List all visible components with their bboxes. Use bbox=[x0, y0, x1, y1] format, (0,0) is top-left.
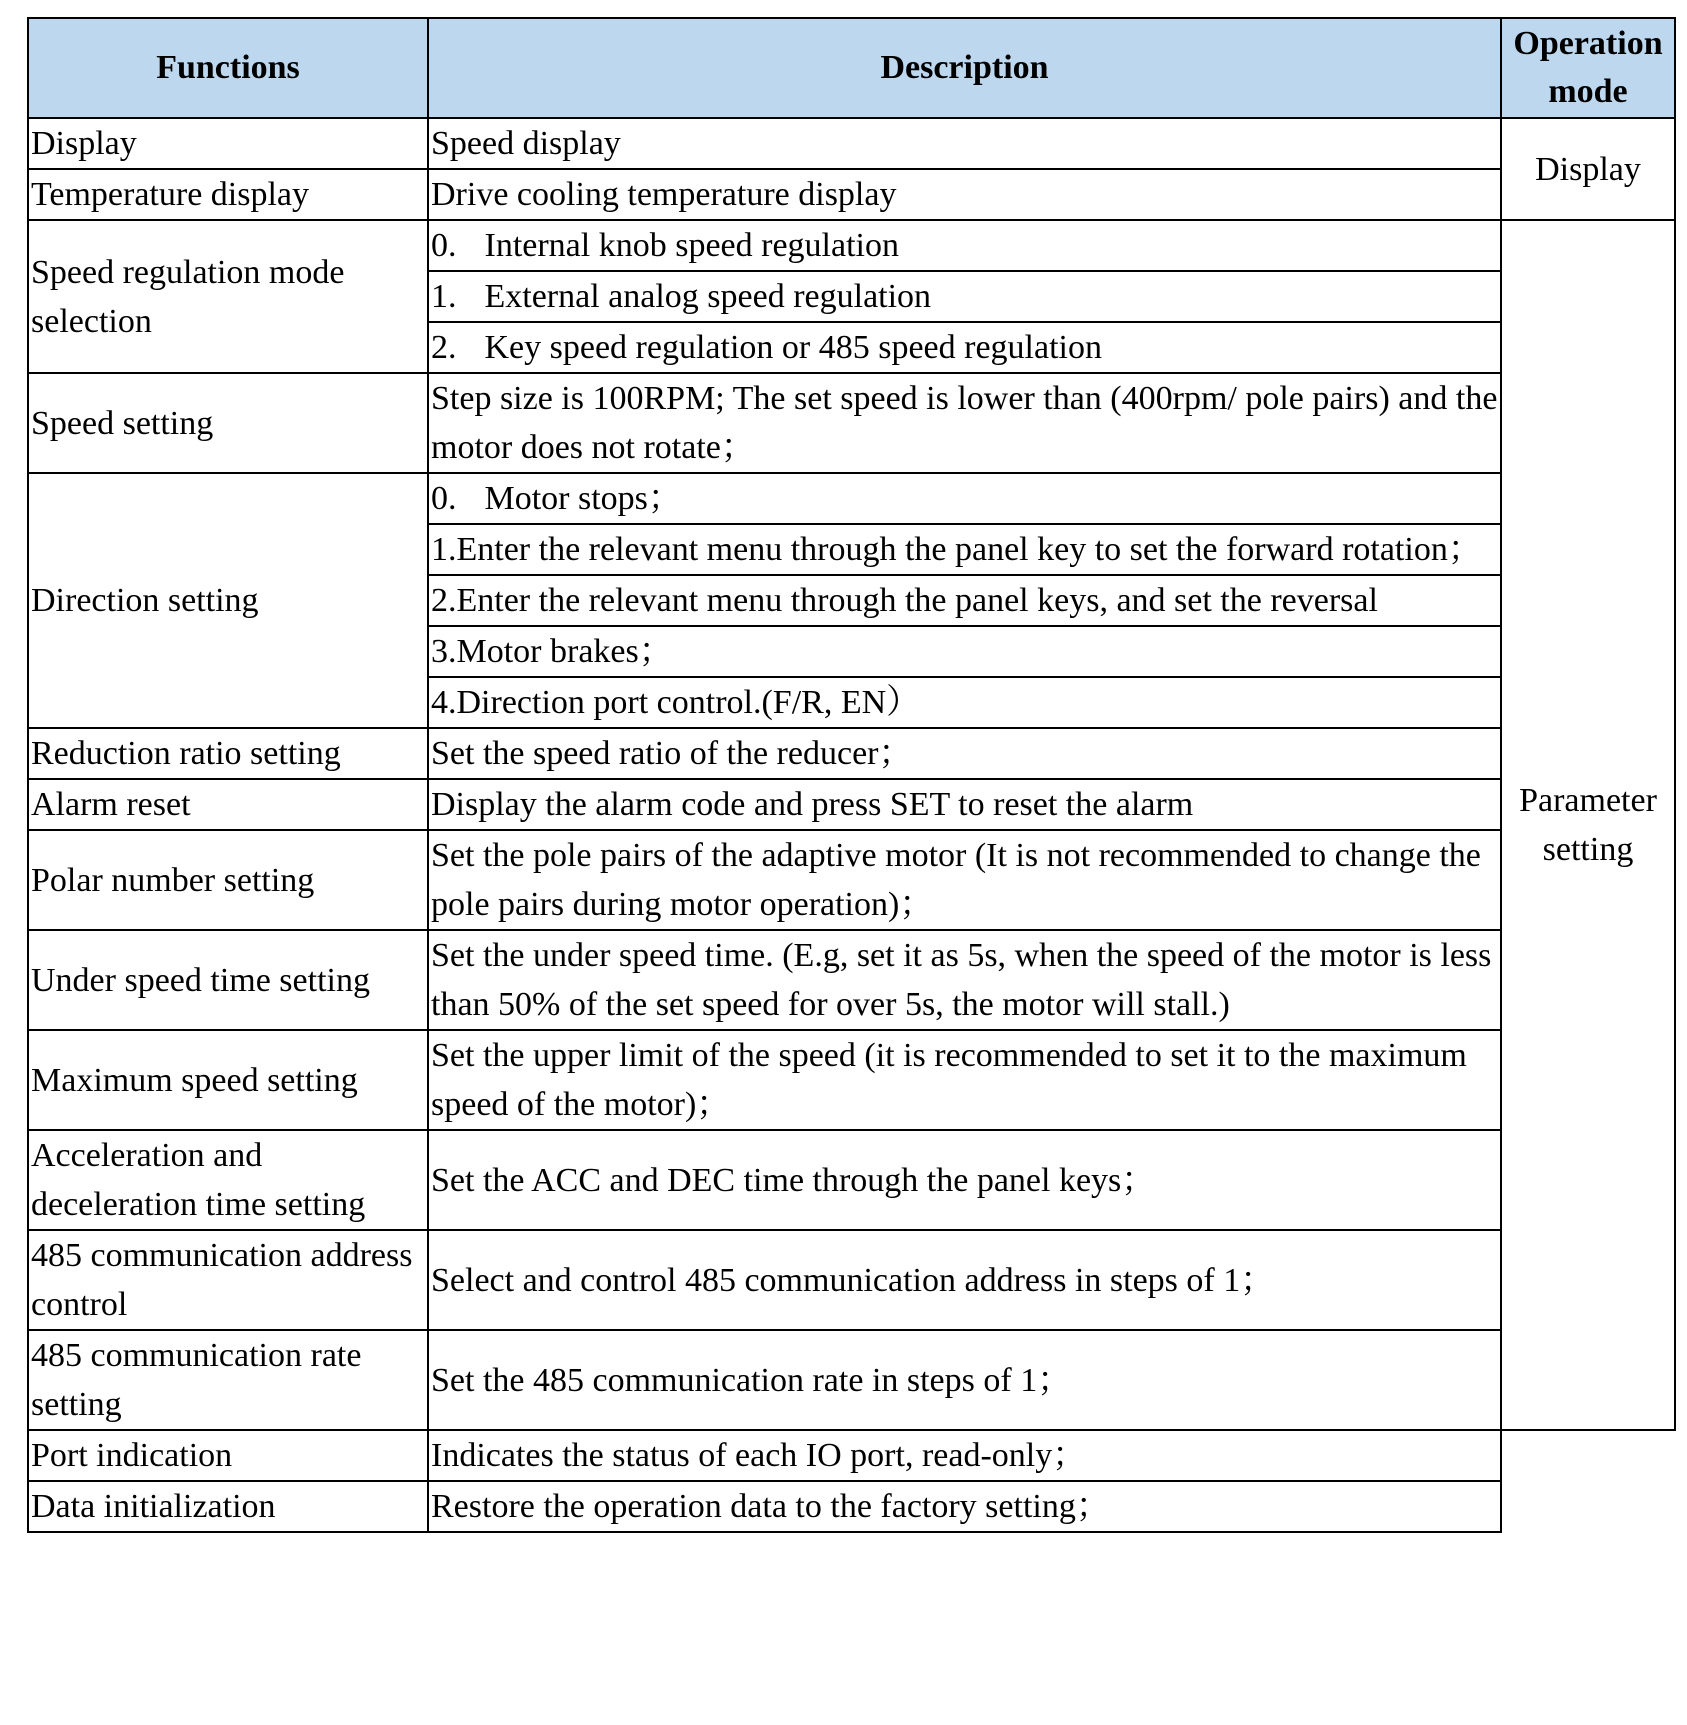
function-cell: 485 communication address control bbox=[28, 1230, 428, 1330]
function-cell: Display bbox=[28, 118, 428, 169]
description-cell bbox=[428, 473, 1501, 524]
description-cell: Set the pole pairs of the adaptive motor (It is not recommended to change the pole pairs during motor operation)； bbox=[428, 830, 1501, 930]
function-cell: Data initialization bbox=[28, 1481, 428, 1532]
description-cell: Speed display bbox=[428, 118, 1501, 169]
description-cell: Set the 485 communication rate in steps of 1； bbox=[428, 1330, 1501, 1430]
description-cell: Drive cooling temperature display bbox=[428, 169, 1501, 220]
function-cell: Alarm reset bbox=[28, 779, 428, 830]
description-cell: Set the under speed time. (E.g, set it as 5s, when the speed of the motor is less than 50% of the set speed for over 5s, the motor will stall.) bbox=[428, 930, 1501, 1030]
option-text: External analog speed regulation bbox=[484, 278, 932, 315]
table-row bbox=[28, 118, 1675, 169]
description-cell: Set the ACC and DEC time through the panel keys； bbox=[428, 1130, 1501, 1230]
table-row bbox=[28, 220, 1675, 271]
option-number: 1. bbox=[431, 278, 457, 315]
option-number: 2. bbox=[431, 329, 457, 366]
header-functions: Functions bbox=[28, 18, 428, 118]
function-cell: Acceleration and deceleration time setting bbox=[28, 1130, 428, 1230]
description-cell: Indicates the status of each IO port, read-only； bbox=[428, 1430, 1501, 1481]
table-row bbox=[28, 473, 1675, 524]
description-cell: 1.Enter the relevant menu through the panel key to set the forward rotation； bbox=[428, 524, 1501, 575]
description-cell: 2.Enter the relevant menu through the panel keys, and set the reversal bbox=[428, 575, 1501, 626]
option-text: Motor stops； bbox=[484, 480, 682, 517]
description-cell bbox=[428, 322, 1501, 373]
function-cell: Temperature display bbox=[28, 169, 428, 220]
function-cell: Port indication bbox=[28, 1430, 428, 1481]
function-cell: Reduction ratio setting bbox=[28, 728, 428, 779]
table-row bbox=[28, 930, 1675, 1030]
table-row bbox=[28, 779, 1675, 830]
option-number: 0. bbox=[431, 480, 457, 517]
function-cell: Direction setting bbox=[28, 473, 428, 728]
description-cell: Display the alarm code and press SET to reset the alarm bbox=[428, 779, 1501, 830]
table-row bbox=[28, 1030, 1675, 1130]
description-cell: Restore the operation data to the factory setting； bbox=[428, 1481, 1501, 1532]
table-row bbox=[28, 1430, 1675, 1481]
description-cell: 3.Motor brakes； bbox=[428, 626, 1501, 677]
table-row bbox=[28, 1130, 1675, 1230]
table-row bbox=[28, 169, 1675, 220]
functions-table-wrapper bbox=[27, 17, 1676, 1533]
mode-cell-parameter: Parameter setting bbox=[1501, 220, 1675, 1430]
function-cell: Maximum speed setting bbox=[28, 1030, 428, 1130]
option-number: 0. bbox=[431, 227, 457, 264]
function-cell: Speed regulation mode selection bbox=[28, 220, 428, 373]
header-description: Description bbox=[428, 18, 1501, 118]
option-text: Internal knob speed regulation bbox=[484, 227, 899, 264]
table-row bbox=[28, 830, 1675, 930]
table-row bbox=[28, 1330, 1675, 1430]
table-row bbox=[28, 1481, 1675, 1532]
header-row bbox=[28, 18, 1675, 118]
mode-cell-display: Display bbox=[1501, 118, 1675, 220]
table-row bbox=[28, 728, 1675, 779]
function-cell: 485 communication rate setting bbox=[28, 1330, 428, 1430]
function-cell: Polar number setting bbox=[28, 830, 428, 930]
description-cell: Step size is 100RPM; The set speed is lower than (400rpm/ pole pairs) and the motor does not rotate； bbox=[428, 373, 1501, 473]
table-row bbox=[28, 1230, 1675, 1330]
header-operation-mode: Operation mode bbox=[1501, 18, 1675, 118]
description-cell: Set the upper limit of the speed (it is recommended to set it to the maximum speed of the motor)； bbox=[428, 1030, 1501, 1130]
description-cell: Select and control 485 communication address in steps of 1； bbox=[428, 1230, 1501, 1330]
description-cell bbox=[428, 271, 1501, 322]
option-text: Key speed regulation or 485 speed regulation bbox=[484, 329, 1102, 366]
description-cell: Set the speed ratio of the reducer； bbox=[428, 728, 1501, 779]
description-cell: 4.Direction port control.(F/R, EN） bbox=[428, 677, 1501, 728]
table-row bbox=[28, 373, 1675, 473]
functions-table bbox=[27, 17, 1676, 1533]
function-cell: Under speed time setting bbox=[28, 930, 428, 1030]
description-cell bbox=[428, 220, 1501, 271]
function-cell: Speed setting bbox=[28, 373, 428, 473]
